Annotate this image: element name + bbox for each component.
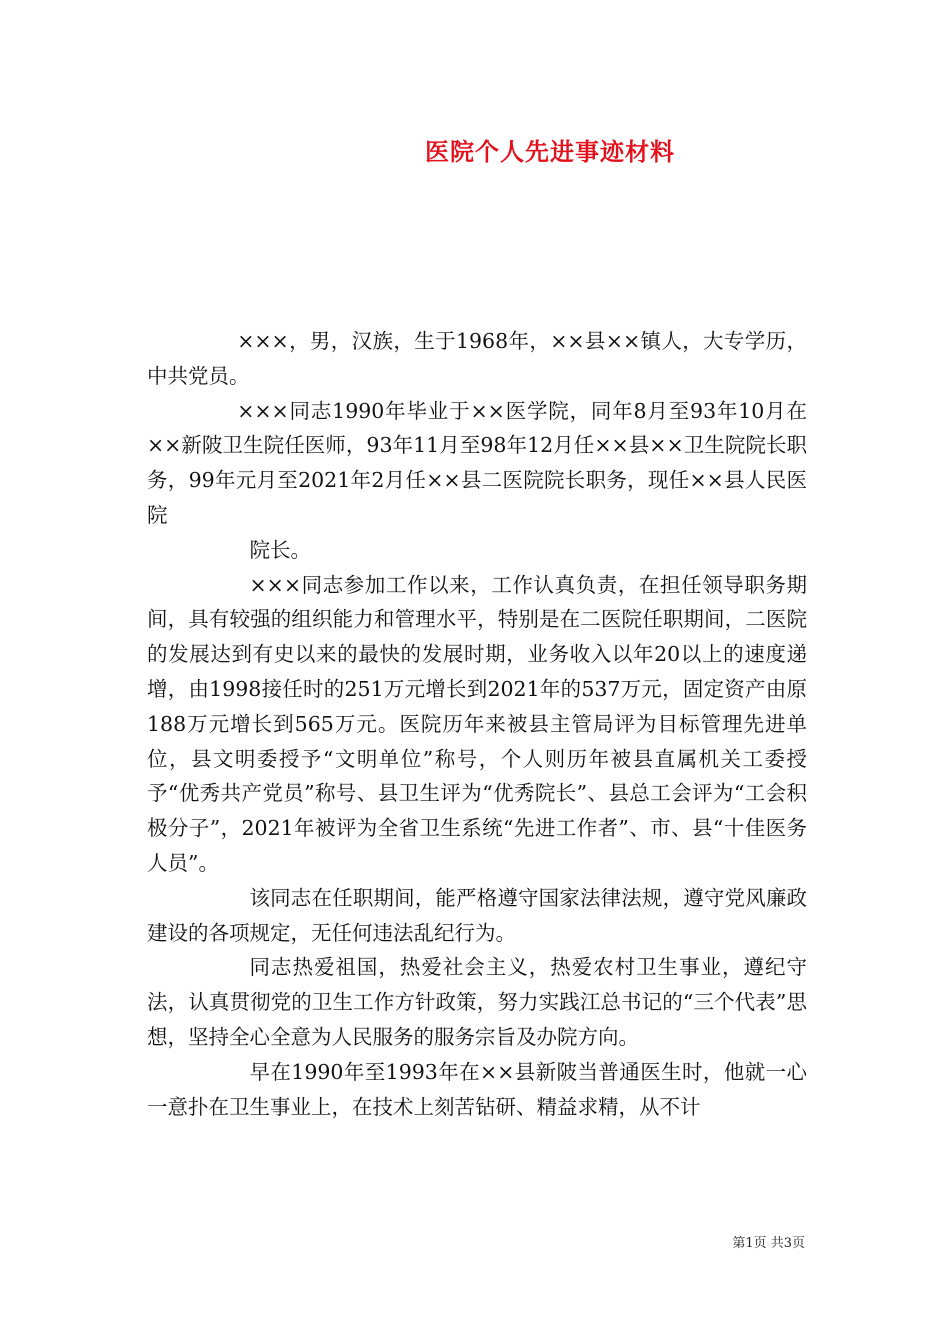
document-body (147, 324, 807, 1124)
paragraph-achievements: ×××同志参加工作以来，工作认真负责，在担任领导职务期间，具有较强的组织能力和管理水平，特别是在二医院任职期间，二医院的发展达到有史以来的最快的发展时期，业务收入以年20以上的速度递增，由1998接任时的251万元增长到2021年的537万元，固定资产由原188万元增长到565万元。医院历年来被县主管局评为目标管理先进单位，县文明委授予“文明单位”称号，个人则历年被县直属机关工委授予“优秀共产党员”称号、县卫生评为“优秀院长”、县总工会评为“工会积极分子”，2021年被评为全省卫生系统“先进工作者”、市、县“十佳医务人员”。 (147, 572, 807, 875)
paragraph-patriotism: 同志热爱祖国，热爱社会主义，热爱农村卫生事业，遵纪守法，认真贯彻党的卫生工作方针政策，努力实践江总书记的“三个代表”思想，坚持全心全意为人民服务的服务宗旨及办院方向。 (147, 955, 807, 1049)
document-title: 医院个人先进事迹材料 (425, 137, 675, 166)
paragraph-early-career: 早在1990年至1993年在××县新陂当普通医生时，他就一心一意扑在卫生事业上，在技术上刻苦钻研、精益求精，从不计 (147, 1059, 807, 1119)
paragraph-career-continuation: 院长。 (249, 537, 311, 562)
paragraph-career: ×××同志1990年毕业于××医学院，同年8月至93年10月在××新陂卫生院任医师，93年11月至98年12月任××县××卫生院院长职务，99年元月至2021年2月任××县二医院院长职务，现任××县人民医院 (147, 398, 807, 527)
paragraph-integrity: 该同志在任职期间，能严格遵守国家法律法规，遵守党风廉政建设的各项规定，无任何违法乱纪行为。 (147, 885, 807, 945)
paragraph-intro: ×××，男，汉族，生于1968年，××县××镇人，大专学历，中共党员。 (147, 329, 807, 388)
page-number: 第1页 共3页 (732, 1236, 805, 1251)
